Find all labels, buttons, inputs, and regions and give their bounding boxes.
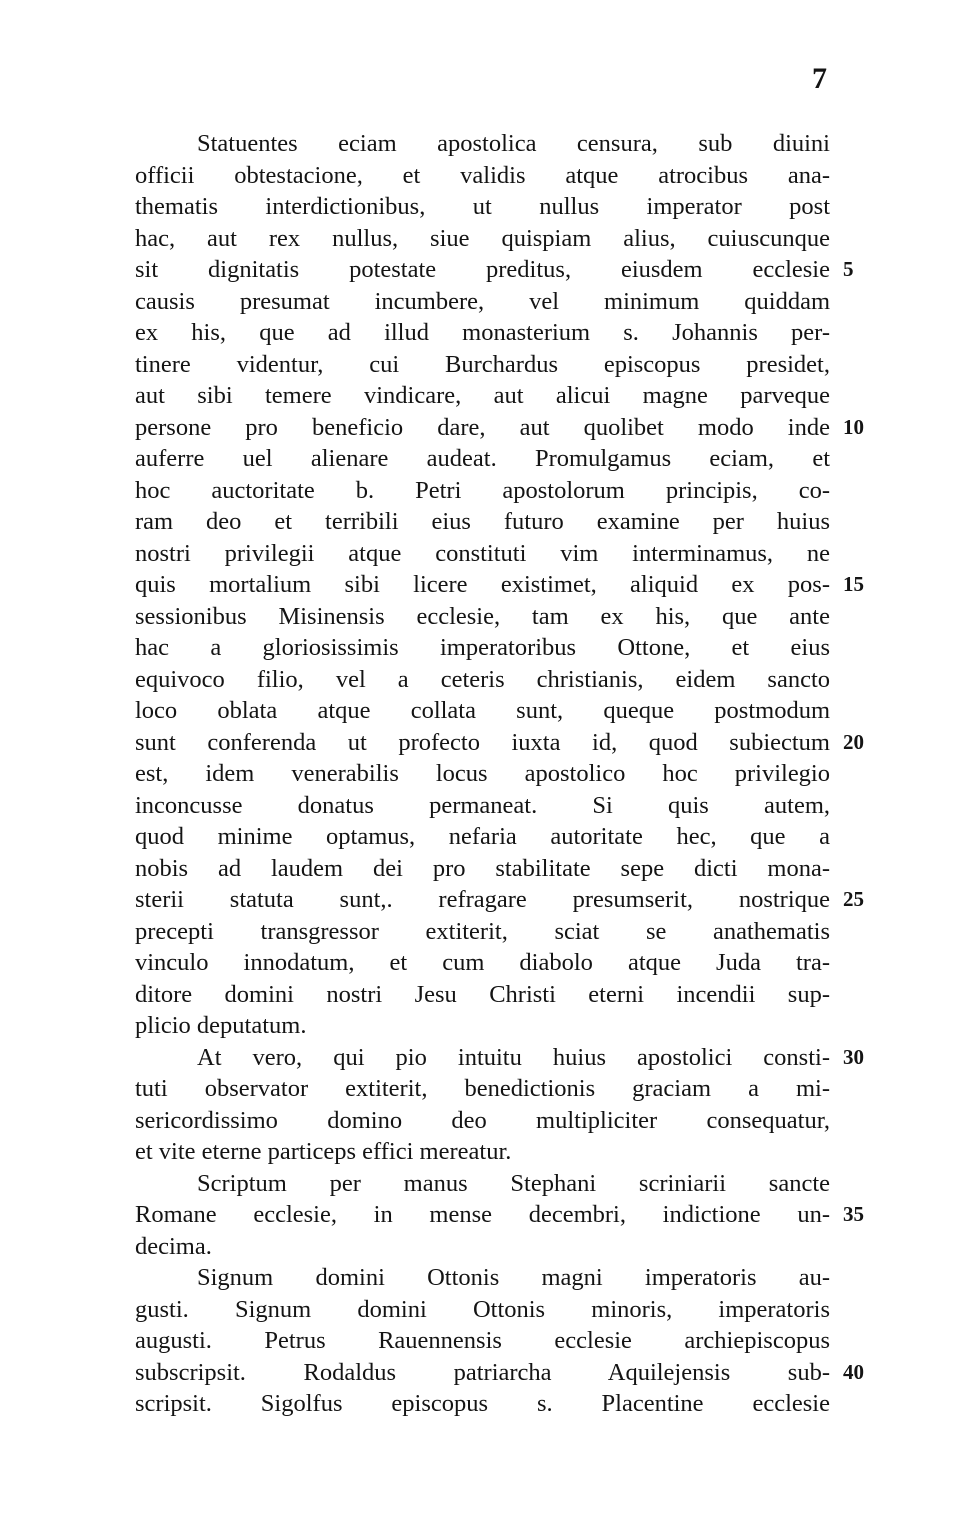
text-line (135, 664, 830, 696)
line-number: 5 (843, 257, 854, 281)
line-text: loco oblata atque collata sunt, queque postmodum (135, 697, 830, 724)
text-line (135, 1010, 830, 1042)
text-line (135, 632, 830, 664)
line-number: 35 (843, 1202, 864, 1226)
line-text: est, idem venerabilis locus apostolico hoc privilegio (135, 760, 830, 787)
text-line (135, 1105, 830, 1137)
line-text: nostri privilegii atque constituti vim interminamus, ne (135, 539, 830, 567)
text-line (135, 317, 830, 349)
text-line (135, 1136, 830, 1168)
line-text: ram deo et terribili eius futuro examine per huius (135, 508, 830, 535)
line-text: At vero, qui pio intuitu huius apostolici consti- (197, 1043, 830, 1071)
text-line (135, 223, 830, 255)
text-line (135, 128, 830, 160)
line-text: quis mortalium sibi licere existimet, aliquid ex pos- (135, 571, 830, 598)
text-line (135, 443, 830, 475)
body-text (135, 128, 864, 1420)
line-text: augusti. Petrus Rauennensis ecclesie archiepiscopus (135, 1327, 830, 1354)
line-text: sunt conferenda ut profecto iuxta id, quod subiectum (135, 728, 830, 756)
line-text: hac, aut rex nullus, siue quispiam alius, cuiuscunque (135, 224, 830, 252)
line-text: causis presumat incumbere, vel minimum quiddam (135, 287, 830, 315)
text-line (135, 1325, 830, 1357)
line-text: Statuentes eciam apostolica censura, sub diuini (197, 130, 830, 157)
text-line (135, 412, 864, 444)
text-line (135, 979, 830, 1011)
line-number: 40 (843, 1359, 864, 1384)
text-line (135, 821, 830, 853)
line-text: ex his, que ad illud monasterium s. Johannis per- (135, 319, 830, 346)
line-text: sterii statuta sunt,. refragare presumserit, nostrique (135, 886, 830, 913)
text-line (135, 286, 830, 318)
text-line (135, 506, 830, 538)
text-line (135, 884, 864, 916)
line-text: equivoco filio, vel a ceteris christianis, eidem sancto (135, 665, 830, 693)
line-text: plicio deputatum. (135, 1012, 307, 1039)
line-text: et vite eterne particeps effici mereatur. (135, 1138, 512, 1165)
text-line (135, 1199, 864, 1231)
text-line (135, 160, 830, 192)
text-line (135, 254, 854, 286)
line-text: decima. (135, 1232, 212, 1260)
text-line (135, 947, 830, 979)
line-text: Scriptum per manus Stephani scriniarii sancte (197, 1169, 830, 1197)
text-line (135, 758, 830, 790)
text-line (135, 1294, 830, 1326)
line-number: 10 (843, 414, 864, 439)
line-text: inconcusse donatus permaneat. Si quis autem, (135, 791, 830, 819)
line-text: gusti. Signum domini Ottonis minoris, imperatoris (135, 1295, 830, 1323)
line-text: vinculo innodatum, et cum diabolo atque Juda tra- (135, 949, 830, 976)
line-text: tuti observator extiterit, benedictionis graciam a mi- (135, 1075, 830, 1102)
text-line (135, 191, 830, 223)
line-text: nobis ad laudem dei pro stabilitate sepe dicti mona- (135, 854, 830, 882)
text-line (135, 1042, 864, 1074)
text-line (135, 569, 864, 601)
line-text: thematis interdictionibus, ut nullus imperator post (135, 193, 830, 220)
line-text: subscripsit. Rodaldus patriarcha Aquilejensis sub- (135, 1358, 830, 1386)
line-text: hac a gloriosissimis imperatoribus Ottone, et eius (135, 634, 830, 661)
text-line (135, 1388, 830, 1420)
text-line (135, 1262, 830, 1294)
line-text: persone pro beneficio dare, aut quolibet modo inde (135, 413, 830, 441)
line-text: sit dignitatis potestate preditus, eiusdem ecclesie (135, 256, 830, 283)
line-number: 15 (843, 572, 864, 596)
line-text: Signum domini Ottonis magni imperatoris au- (197, 1264, 830, 1291)
text-line (135, 853, 830, 885)
line-number: 20 (843, 729, 864, 754)
line-text: sessionibus Misinensis ecclesie, tam ex his, que ante (135, 602, 830, 630)
line-text: sericordissimo domino deo multipliciter consequatur, (135, 1106, 830, 1134)
page-number: 7 (812, 62, 827, 95)
line-number: 30 (843, 1044, 864, 1069)
line-text: tinere videntur, cui Burchardus episcopus presidet, (135, 350, 830, 378)
text-line (135, 1231, 830, 1263)
line-text: quod minime optamus, nefaria autoritate hec, que a (135, 823, 830, 850)
text-line (135, 475, 830, 507)
text-line (135, 1357, 864, 1389)
line-text: hoc auctoritate b. Petri apostolorum principis, co- (135, 476, 830, 504)
line-text: precepti transgressor extiterit, sciat se anathematis (135, 917, 830, 945)
line-text: aut sibi temere vindicare, aut alicui magne parveque (135, 382, 830, 409)
line-text: Romane ecclesie, in mense decembri, indictione un- (135, 1201, 830, 1228)
text-line (135, 538, 830, 570)
text-line (135, 349, 830, 381)
text-line (135, 727, 864, 759)
text-line (135, 916, 830, 948)
line-number: 25 (843, 887, 864, 911)
text-line (135, 601, 830, 633)
line-text: ditore domini nostri Jesu Christi eterni incendii sup- (135, 980, 830, 1008)
text-line (135, 1073, 830, 1105)
line-text: auferre uel alienare audeat. Promulgamus eciam, et (135, 445, 830, 472)
text-line (135, 1168, 830, 1200)
line-text: scripsit. Sigolfus episcopus s. Placentine ecclesie (135, 1390, 830, 1417)
text-line (135, 790, 830, 822)
text-line (135, 380, 830, 412)
line-text: officii obtestacione, et validis atque atrocibus ana- (135, 161, 830, 189)
text-line (135, 695, 830, 727)
